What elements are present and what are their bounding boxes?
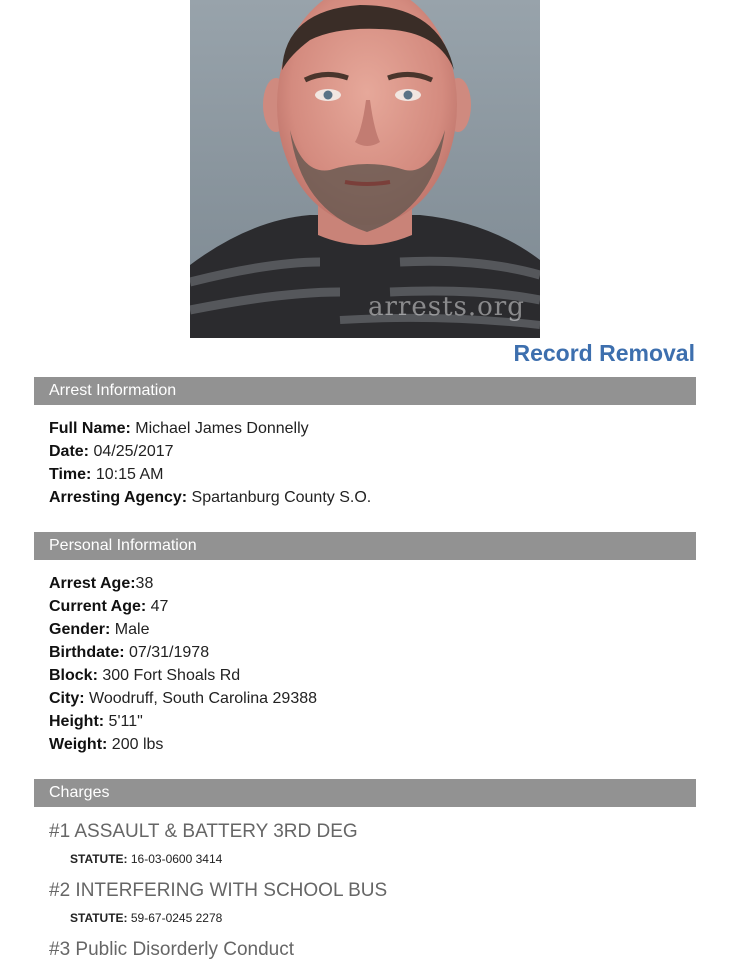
arresting-agency-row bbox=[49, 486, 371, 509]
charge-1-statute bbox=[70, 852, 222, 866]
birthdate-value: 07/31/1978 bbox=[124, 644, 210, 661]
weight-row bbox=[49, 733, 317, 756]
full-name-row bbox=[49, 417, 371, 440]
city-row bbox=[49, 687, 317, 710]
watermark: arrests.org bbox=[368, 292, 525, 322]
height-row bbox=[49, 710, 317, 733]
time-label: Time: bbox=[49, 466, 92, 483]
charge-1-title: #1 ASSAULT & BATTERY 3RD DEG bbox=[49, 821, 358, 842]
arrest-age-row bbox=[49, 572, 317, 595]
arrest-information-list bbox=[49, 417, 371, 509]
statute-label: STATUTE: bbox=[70, 911, 128, 925]
full-name-label: Full Name: bbox=[49, 420, 131, 437]
height-label: Height: bbox=[49, 713, 105, 730]
time-value: 10:15 AM bbox=[91, 466, 164, 483]
weight-value: 200 lbs bbox=[107, 736, 164, 753]
arrest-age-label: Arrest Age: bbox=[49, 575, 136, 592]
current-age-value: 47 bbox=[146, 598, 169, 615]
city-label: City: bbox=[49, 690, 85, 707]
height-value: 5'11" bbox=[104, 713, 143, 730]
full-name-value: Michael James Donnelly bbox=[130, 420, 309, 437]
arrest-age-value: 38 bbox=[135, 575, 154, 592]
birthdate-row bbox=[49, 641, 317, 664]
charge-1-statute-value: 16-03-0600 3414 bbox=[127, 852, 223, 866]
gender-value: Male bbox=[110, 621, 150, 638]
city-value: Woodruff, South Carolina 29388 bbox=[84, 690, 318, 707]
mugshot-illustration bbox=[190, 0, 540, 338]
personal-information-header: Personal Information bbox=[34, 532, 696, 560]
block-row bbox=[49, 664, 317, 687]
charge-2-statute-value: 59-67-0245 2278 bbox=[127, 911, 223, 925]
date-value: 04/25/2017 bbox=[89, 443, 174, 460]
statute-label: STATUTE: bbox=[70, 852, 128, 866]
gender-label: Gender: bbox=[49, 621, 111, 638]
arrest-information-header: Arrest Information bbox=[34, 377, 696, 405]
charges-header: Charges bbox=[34, 779, 696, 807]
charge-3-title: #3 Public Disorderly Conduct bbox=[49, 939, 295, 960]
birthdate-label: Birthdate: bbox=[49, 644, 125, 661]
personal-information-list bbox=[49, 572, 317, 756]
date-row bbox=[49, 440, 371, 463]
time-row bbox=[49, 463, 371, 486]
block-label: Block: bbox=[49, 667, 98, 684]
date-label: Date: bbox=[49, 443, 90, 460]
current-age-label: Current Age: bbox=[49, 598, 147, 615]
mugshot-photo bbox=[190, 0, 540, 338]
weight-label: Weight: bbox=[49, 736, 108, 753]
arresting-agency-label: Arresting Agency: bbox=[49, 489, 188, 506]
charge-2-statute bbox=[70, 911, 222, 925]
record-removal-link[interactable]: Record Removal bbox=[513, 340, 695, 366]
current-age-row bbox=[49, 595, 317, 618]
arresting-agency-value: Spartanburg County S.O. bbox=[187, 489, 372, 506]
gender-row bbox=[49, 618, 317, 641]
charge-2-title: #2 INTERFERING WITH SCHOOL BUS bbox=[49, 880, 388, 901]
block-value: 300 Fort Shoals Rd bbox=[97, 667, 241, 684]
